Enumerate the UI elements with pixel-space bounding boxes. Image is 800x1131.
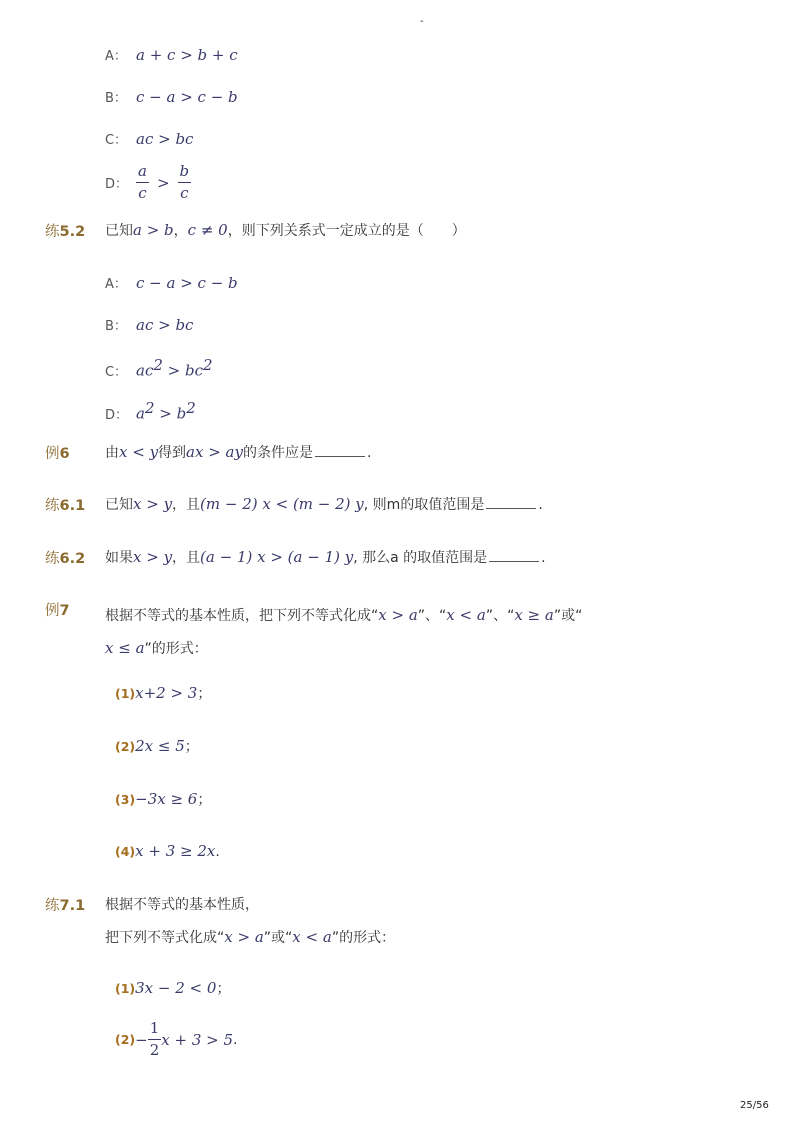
question-text: 根据不等式的基本性质， bbox=[105, 897, 259, 913]
option-expr: c − a > c − b bbox=[136, 88, 238, 106]
option-d: D： $a^2 > b^2$ bbox=[105, 399, 196, 423]
option-expr: c − a > c − b bbox=[136, 274, 238, 292]
question-number: 例7 bbox=[45, 603, 70, 619]
option-label: C： bbox=[105, 133, 128, 148]
option-label: A： bbox=[105, 277, 127, 292]
answer-blank bbox=[315, 446, 365, 457]
option-expr: ac > bc bbox=[136, 130, 194, 148]
operator: > bbox=[156, 173, 170, 192]
question-text: 根据不等式的基本性质，把下列不等式化成“x > a”、“x < a”、“x ≥ a”或“ x ≤ a”的形式： bbox=[105, 606, 583, 657]
question-number: 练6.2 bbox=[45, 551, 86, 567]
option-label: B： bbox=[105, 91, 127, 106]
question-number: 例6 bbox=[45, 446, 70, 462]
sub-item: (2) − $\frac{1}{2}$ x + 3 > 5 . bbox=[115, 1019, 238, 1059]
option-label: D： bbox=[105, 407, 129, 423]
fraction: $\frac{b}{c}$ bbox=[179, 162, 190, 202]
question-number: 练5.2 bbox=[45, 224, 86, 240]
fraction: $\frac{1}{2}$ bbox=[149, 1019, 160, 1059]
fraction: $\frac{a}{c}$ bbox=[138, 162, 147, 202]
sub-item: (2)2x ≤ 5； bbox=[115, 737, 199, 755]
sub-item: (1)x+2 > 3； bbox=[115, 684, 212, 702]
header-mark: - bbox=[420, 16, 424, 27]
option-label: B： bbox=[105, 319, 127, 334]
question-number: 练7.1 bbox=[45, 898, 86, 914]
option-a bbox=[105, 45, 238, 64]
option-b bbox=[105, 87, 238, 106]
option-c bbox=[105, 129, 193, 148]
option-a bbox=[105, 273, 238, 292]
option-label: A： bbox=[105, 49, 127, 64]
option-label: D： bbox=[105, 177, 129, 192]
question-text: 如果x > y，且(a − 1) x > (a − 1) y, 那么a 的取值范围是 . bbox=[105, 548, 546, 566]
answer-blank bbox=[486, 498, 536, 509]
option-d bbox=[105, 164, 191, 201]
question-text: 把下列不等式化成“x > a”或“x < a”的形式： bbox=[105, 928, 396, 946]
page-number: 25/56 bbox=[740, 1100, 769, 1111]
option-b bbox=[105, 315, 193, 334]
question-text: 已知a > b，c ≠ 0，则下列关系式一定成立的是（ ） bbox=[105, 221, 466, 239]
answer-blank bbox=[489, 551, 539, 562]
sub-item: (4)x + 3 ≥ 2x. bbox=[115, 842, 220, 860]
option-label: C： bbox=[105, 364, 128, 380]
option-expr: a + c > b + c bbox=[136, 46, 238, 64]
option-expr: ac > bc bbox=[136, 316, 194, 334]
option-c: C： $ac^2 > bc^2$ bbox=[105, 356, 213, 380]
sub-item: (1)3x − 2 < 0； bbox=[115, 979, 231, 997]
question-text: 由x < y得到ax > ay的条件应是 . bbox=[105, 443, 372, 461]
question-number: 练6.1 bbox=[45, 498, 86, 514]
sub-item: (3)−3x ≥ 6； bbox=[115, 790, 212, 808]
question-text: 已知x > y，且(m − 2) x < (m − 2) y, 则m的取值范围是 . bbox=[105, 495, 543, 513]
